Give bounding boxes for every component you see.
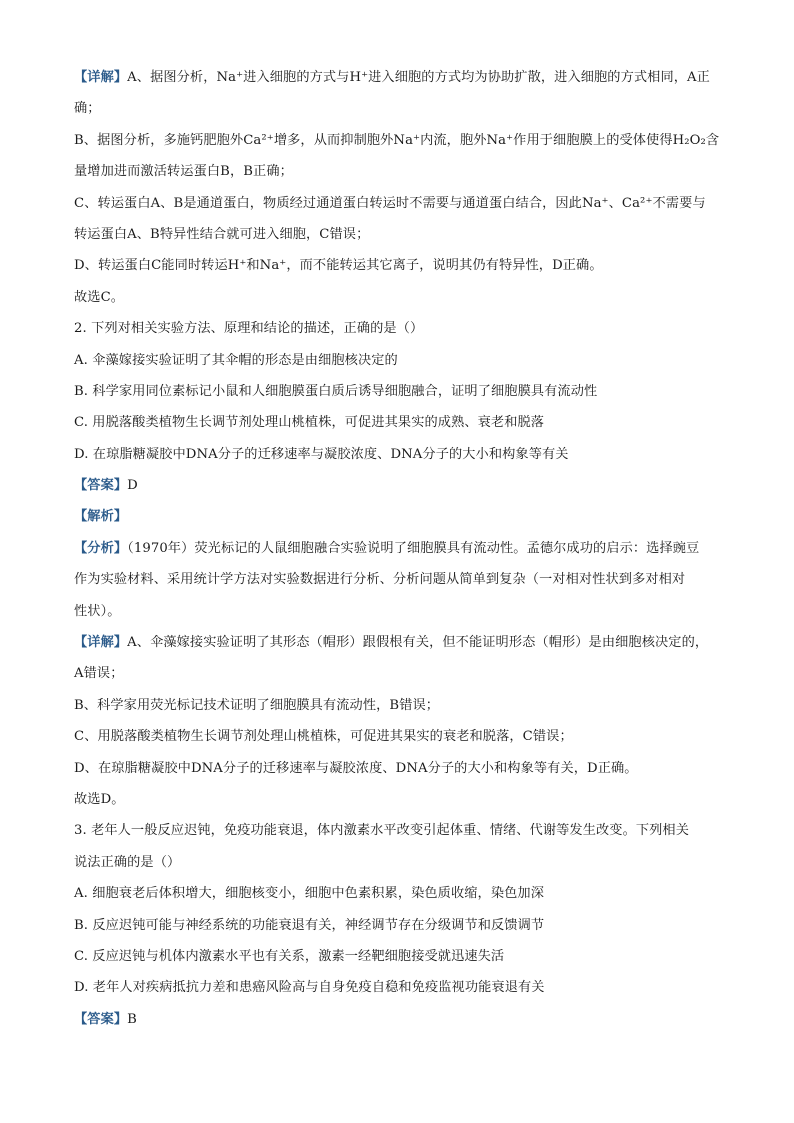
line-text: B、科学家用荧光标记技术证明了细胞膜具有流动性，B错误； (74, 697, 440, 713)
line-text: D、转运蛋白C能同时转运H⁺和Na⁺，而不能转运其它离子，说明其仍有特异性，D正确。 (74, 258, 603, 274)
text-line (74, 282, 724, 313)
line-text: 2. 下列对相关实验方法、原理和结论的描述，正确的是（） (74, 321, 424, 337)
line-text: C. 反应迟钝与机体内激素水平也有关系，激素一经靶细胞接受就迅速失活 (74, 948, 505, 964)
document-page (74, 62, 724, 1035)
answer-option (74, 941, 724, 972)
text-line (74, 721, 724, 752)
line-text: 故选C。 (74, 289, 125, 305)
text-line (74, 690, 724, 721)
text-line (74, 596, 724, 627)
line-text: D. 在琼脂糖凝胶中DNA分子的迁移速率与凝胶浓度、DNA分子的大小和构象等有关 (74, 446, 569, 462)
line-text: C、用脱落酸类植物生长调节剂处理山桃植株，可促进其果实的衰老和脱落，C错误； (74, 729, 573, 745)
answer-option (74, 407, 724, 438)
answer-option (74, 439, 724, 470)
line-text: A、伞藻嫁接实验证明了其形态（帽形）跟假根有关，但不能证明形态（帽形）是由细胞核决定的， (127, 635, 709, 651)
line-text: B. 科学家用同位素标记小鼠和人细胞膜蛋白质后诱导细胞融合，证明了细胞膜具有流动性 (74, 383, 598, 399)
line-text: B、据图分析，多施钙肥胞外Ca²⁺增多，从而抑制胞外Na⁺内流，胞外Na⁺作用于细胞膜上的受体使得H₂O₂含 (74, 132, 720, 148)
text-line (74, 533, 724, 564)
line-text: 故选D。 (74, 791, 125, 807)
text-line (74, 93, 724, 124)
line-text: C. 用脱落酸类植物生长调节剂处理山桃植株，可促进其果实的成熟、衰老和脱落 (74, 415, 545, 431)
answer-option (74, 878, 724, 909)
bracket-label: 【答案】 (74, 478, 128, 494)
line-text: 性状）。 (74, 603, 121, 619)
line-text: 3. 老年人一般反应迟钝，免疫功能衰退，体内激素水平改变引起体重、情绪、代谢等发生改变。下列相关 (74, 823, 690, 839)
line-text: A. 细胞衰老后体积增大，细胞核变小，细胞中色素积累，染色质收缩，染色加深 (74, 886, 544, 902)
answer-option (74, 972, 724, 1003)
line-text: B (127, 1011, 137, 1027)
text-line (74, 627, 724, 658)
text-line (74, 219, 724, 250)
answer-option (74, 910, 724, 941)
line-text: 量增加进而激活转运蛋白B，B正确； (74, 164, 293, 180)
text-line (74, 564, 724, 595)
line-text: D. 老年人对疾病抵抗力差和患癌风险高与自身免疫自稳和免疫监视功能衰退有关 (74, 980, 545, 996)
question-stem (74, 815, 724, 846)
question-stem (74, 313, 724, 344)
line-text: A错误； (74, 666, 124, 682)
text-line (74, 156, 724, 187)
line-text: 作为实验材料、采用统计学方法对实验数据进行分析、分析问题从简单到复杂（一对相对性状到多对相对 (74, 572, 686, 588)
line-text: D、在琼脂糖凝胶中DNA分子的迁移速率与凝胶浓度、DNA分子的大小和构象等有关，D正确。 (74, 760, 638, 776)
line-text: C、转运蛋白A、B是通道蛋白，物质经过通道蛋白转运时不需要与通道蛋白结合，因此Na⁺、Ca²⁺不需要与 (74, 195, 706, 211)
line-text: D (127, 478, 138, 494)
line-text: 说法正确的是（） (74, 854, 181, 870)
text-line (74, 250, 724, 281)
line-text: A. 伞藻嫁接实验证明了其伞帽的形态是由细胞核决定的 (74, 352, 398, 368)
line-text: 转运蛋白A、B特异性结合就可进入细胞，C错误； (74, 226, 370, 242)
bracket-label: 【详解】 (74, 635, 128, 651)
answer-line (74, 1004, 724, 1035)
bracket-label: 【分析】 (74, 540, 128, 556)
text-line (74, 62, 724, 93)
text-line (74, 125, 724, 156)
answer-option (74, 345, 724, 376)
question-stem (74, 847, 724, 878)
analysis-heading (74, 501, 724, 532)
text-line (74, 784, 724, 815)
line-text: 确； (74, 101, 101, 117)
line-text: B. 反应迟钝可能与神经系统的功能衰退有关，神经调节存在分级调节和反馈调节 (74, 917, 545, 933)
answer-line (74, 470, 724, 501)
bracket-label: 【解析】 (74, 509, 128, 525)
line-text: A、据图分析，Na⁺进入细胞的方式与H⁺进入细胞的方式均为协助扩散，进入细胞的方式相同，A正 (127, 70, 710, 85)
text-line (74, 753, 724, 784)
text-line (74, 658, 724, 689)
text-line (74, 188, 724, 219)
answer-option (74, 376, 724, 407)
bracket-label: 【答案】 (74, 1011, 128, 1027)
bracket-label: 【详解】 (74, 70, 128, 85)
line-text: （1970年）荧光标记的人鼠细胞融合实验说明了细胞膜具有流动性。孟德尔成功的启示：选择豌豆 (127, 540, 700, 556)
